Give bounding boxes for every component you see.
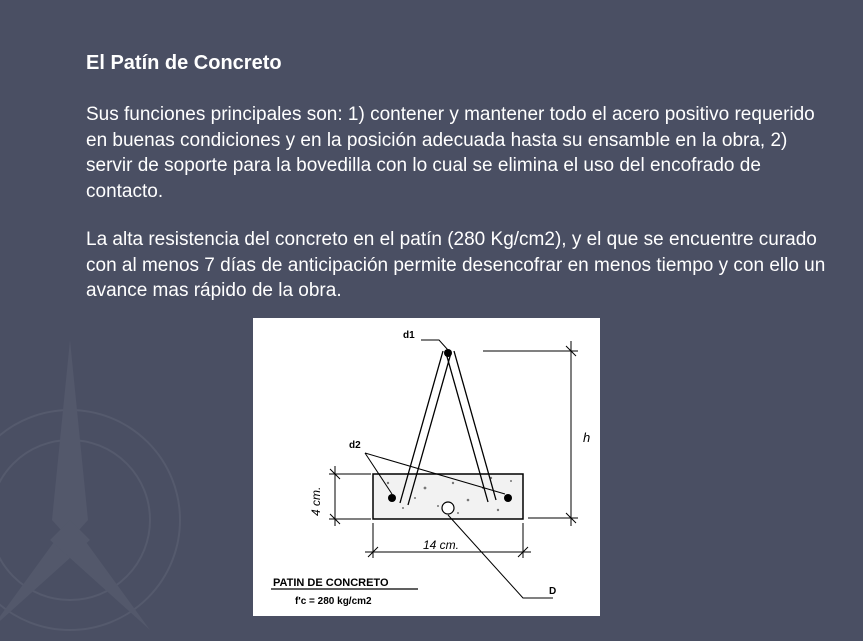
label-width: 14 cm. [423, 538, 460, 552]
label-d1: d1 [403, 330, 415, 341]
compass-watermark-icon [0, 300, 260, 641]
bottom-bar-left [388, 494, 396, 502]
label-h: h [583, 430, 591, 445]
center-bar-D [442, 502, 454, 514]
patin-diagram [253, 318, 600, 616]
slide-content [86, 50, 826, 327]
top-bar-d1 [444, 349, 452, 357]
label-thickness: 4 cm. [309, 486, 323, 516]
paragraph-functions: Sus funciones principales son: 1) contener y mantener todo el acero positivo requerido en buenas condiciones y en la posición adecuada hasta su ensamble en la obra, 2) servir de soporte para la bovedilla con lo cual se elimina el uso del encofrado de contacto. [86, 104, 815, 202]
caption-title: PATIN DE CONCRETO [273, 577, 389, 589]
label-D: D [549, 586, 557, 597]
paragraph-resistance: La alta resistencia del concreto en el patín (280 Kg/cm2), y el que se encuentre curado con al menos 7 días de anticipación permite desencofrar en menos tiempo y con ello un avance mas rápido de la obra. [86, 229, 826, 301]
label-d2: d2 [349, 440, 361, 451]
bottom-bar-right [504, 494, 512, 502]
leader-lines [365, 340, 553, 598]
slide-title: El Patín de Concreto [86, 52, 282, 74]
thickness-dimension [329, 466, 371, 526]
caption-strength: f'c = 280 kg/cm2 [295, 596, 372, 607]
